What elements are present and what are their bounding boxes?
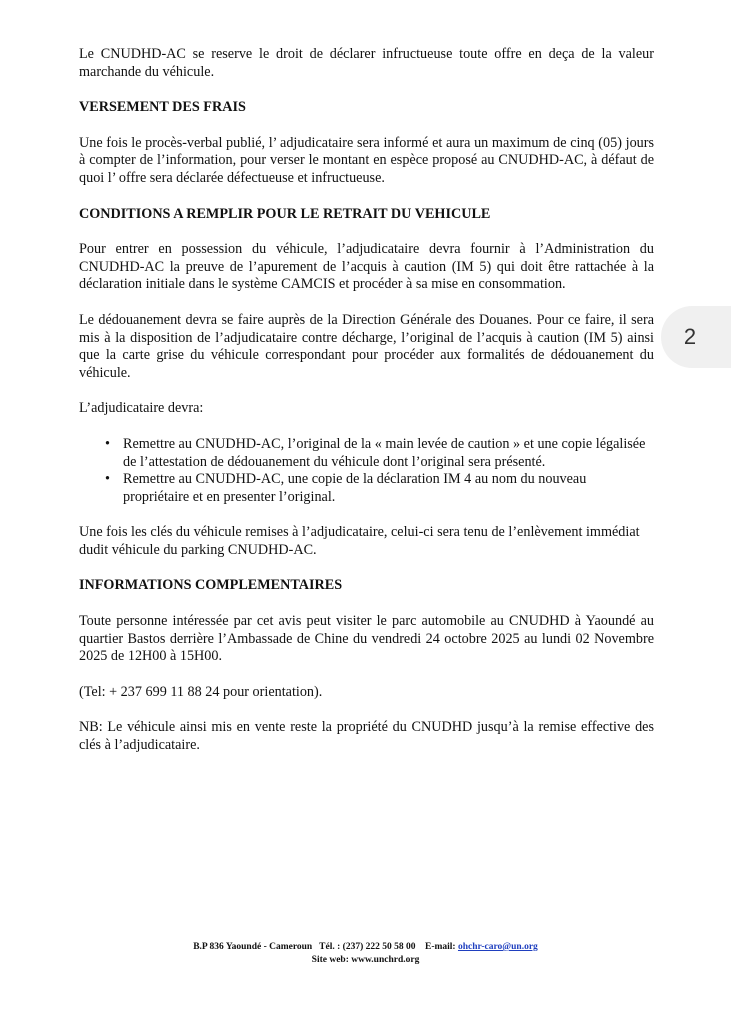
list-item (105, 436, 654, 471)
footer-contact (0, 941, 731, 954)
heading-versement: VERSEMENT DES FRAIS (79, 99, 246, 116)
bullet-icon: • (105, 471, 110, 488)
bullet-icon: • (105, 435, 110, 452)
list-item-text: Remettre au CNUDHD-AC, une copie de la déclaration IM 4 au nom du nouveau propriétaire et en presenter l’original. (123, 471, 587, 505)
cles-paragraph: Une fois les clés du véhicule remises à l’adjudicataire, celui-ci sera tenu de l’enlèvement immédiat dudit véhicule du parking CNUDHD-AC. (79, 524, 640, 558)
conditions-paragraph-2: Le dédouanement devra se faire auprès de la Direction Générale des Douanes. Pour ce faire, il sera mis à la disposition de l’adjudicataire contre décharge, l’original de l’acquis à caution (IM 5) ainsi que la carte grise du véhicule correspondant pour procéder aux formalités de dédouanement du véhicule. (79, 311, 654, 381)
visite-paragraph: Toute personne intéressée par cet avis peut visiter le parc automobile au CNUDHD à Yaoundé au quartier Bastos derrière l’Ambassade de Chine du vendredi 24 octobre 2025 au lundi 02 Novembre 2025 de 12H00 à 15H00. (79, 613, 654, 665)
footer-address: B.P 836 Yaoundé - Cameroun Tél. : (237) 222 50 58 00 E-mail: (193, 942, 458, 952)
devra-paragraph: L’adjudicataire devra: (79, 400, 204, 417)
footer (0, 941, 731, 967)
versement-paragraph: Une fois le procès-verbal publié, l’ adjudicataire sera informé et aura un maximum de cinq (05) jours à compter de l’information, pour verser le montant en espèce proposé au CNUDHD-AC, à défaut de quoi l’ offre sera déclarée défectueuse et infructueuse. (79, 134, 654, 186)
heading-informations: INFORMATIONS COMPLEMENTAIRES (79, 577, 343, 594)
list-item-text: Remettre au CNUDHD-AC, l’original de la « main levée de caution » et une copie légalisée de l’attestation de dédouanement du véhicule dont l’original sera présenté. (123, 435, 646, 470)
conditions-paragraph-1: Pour entrer en possession du véhicule, l’adjudicataire devra fournir à l’Administration du CNUDHD-AC la preuve de l’apurement de l’acquis à caution (IM 5) qui doit être rattachée à la déclaration initiale dans le système CAMCIS et procéder à sa mise en consommation. (79, 241, 654, 293)
page-number: 2 (683, 324, 697, 349)
tel-paragraph: (Tel: + 237 699 11 88 24 pour orientation). (79, 683, 323, 700)
document-body (79, 46, 654, 755)
heading-conditions: CONDITIONS A REMPLIR POUR LE RETRAIT DU VEHICULE (79, 205, 491, 222)
page-number-indicator (661, 306, 731, 368)
footer-website: Site web: www.unchrd.org (311, 955, 420, 965)
nb-paragraph: NB: Le véhicule ainsi mis en vente reste la propriété du CNUDHD jusqu’à la remise effective des clés à l’adjudicataire. (79, 719, 654, 754)
email-link[interactable]: ohchr-caro@un.org (457, 942, 538, 952)
offer-paragraph: Le CNUDHD-AC se reserve le droit de déclarer infructueuse toute offre en deça de la valeur marchande du véhicule. (79, 46, 654, 80)
list-item (105, 471, 654, 506)
requirements-list (79, 436, 654, 506)
